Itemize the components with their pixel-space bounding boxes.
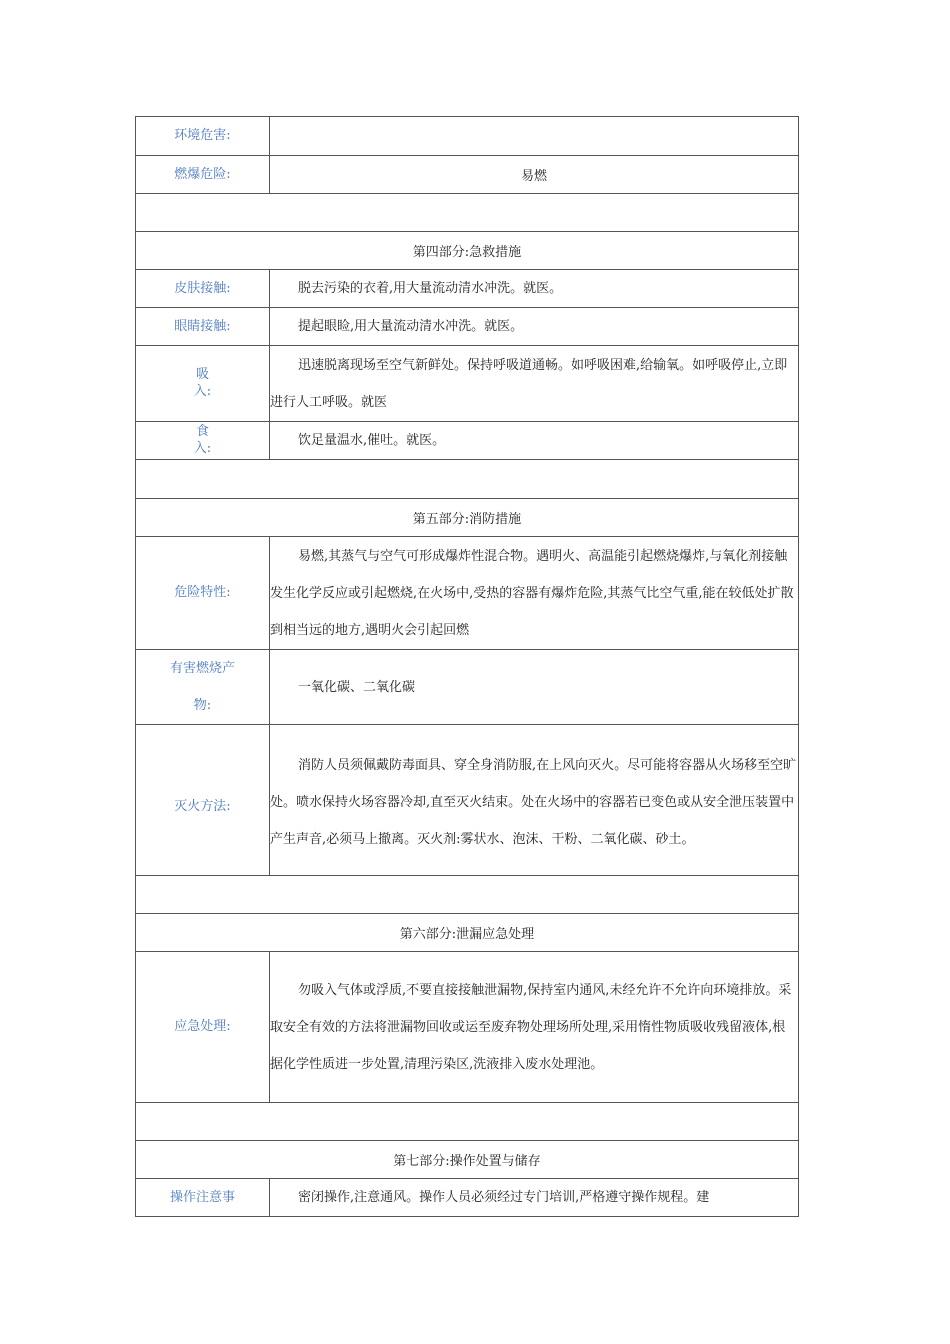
eye-contact-label: 眼睛接触: — [136, 308, 270, 346]
eye-contact-value: 提起眼睑,用大量流动清水冲洗。就医。 — [270, 308, 799, 346]
table-row — [136, 537, 799, 650]
table-row — [136, 156, 799, 194]
ingestion-value: 饮足量温水,催吐。就医。 — [270, 422, 799, 460]
table-row — [136, 1103, 799, 1141]
extinguishing-method-value: 消防人员须佩戴防毒面具、穿全身消防服,在上风向灭火。尽可能将容器从火场移至空旷处。喷水保持火场容器冷却,直至灭火结束。处在火场中的容器若已变色或从安全泄压装置中产生声音,必须马上撤离。灭火剂:雾状水、泡沫、干粉、二氧化碳、砂土。 — [270, 725, 799, 876]
inhalation-value: 迅速脱离现场至空气新鲜处。保持呼吸道通畅。如呼吸困难,给输氧。如呼吸停止,立即进行人工呼吸。就医 — [270, 346, 799, 422]
table-row — [136, 194, 799, 232]
table-row — [136, 232, 799, 270]
skin-contact-label: 皮肤接触: — [136, 270, 270, 308]
table-row — [136, 1179, 799, 1217]
section-4-heading: 第四部分:急救措施 — [136, 232, 799, 270]
section-7-heading: 第七部分:操作处置与储存 — [136, 1141, 799, 1179]
env-hazard-value — [270, 117, 799, 156]
table-row — [136, 876, 799, 914]
spacer-row — [136, 460, 799, 499]
table-row — [136, 725, 799, 876]
operation-notes-label: 操作注意事 — [136, 1179, 270, 1217]
spacer-row — [136, 194, 799, 232]
table-row — [136, 1141, 799, 1179]
spacer-row — [136, 876, 799, 914]
section-5-heading: 第五部分:消防措施 — [136, 499, 799, 537]
table-row — [136, 460, 799, 499]
table-row — [136, 914, 799, 952]
skin-contact-value: 脱去污染的衣着,用大量流动清水冲洗。就医。 — [270, 270, 799, 308]
emergency-handling-value: 勿吸入气体或浮质,不要直接接触泄漏物,保持室内通风,未经允许不允许向环境排放。采取安全有效的方法将泄漏物回收或运至废弃物处理场所处理,采用惰性物质吸收残留液体,根据化学性质进一步处置,清理污染区,洗液排入废水处理池。 — [270, 952, 799, 1103]
inhalation-label: 吸入: — [193, 367, 212, 399]
table-row — [136, 346, 799, 422]
fire-hazard-value: 易燃 — [270, 156, 799, 194]
table-row — [136, 117, 799, 156]
combustion-products-value: 一氧化碳、二氧化碳 — [270, 650, 799, 725]
hazard-characteristics-label: 危险特性: — [136, 537, 270, 650]
table-row — [136, 952, 799, 1103]
ingestion-label: 食入: — [193, 424, 212, 456]
combustion-products-label: 有害燃烧产物: — [169, 661, 235, 713]
table-row — [136, 499, 799, 537]
fire-hazard-label: 燃爆危险: — [136, 156, 270, 194]
table-row — [136, 650, 799, 725]
operation-notes-value: 密闭操作,注意通风。操作人员必须经过专门培训,严格遵守操作规程。建 — [270, 1179, 799, 1217]
emergency-handling-label: 应急处理: — [136, 952, 270, 1103]
section-6-heading: 第六部分:泄漏应急处理 — [136, 914, 799, 952]
hazard-characteristics-value: 易燃,其蒸气与空气可形成爆炸性混合物。遇明火、高温能引起燃烧爆炸,与氧化剂接触发生化学反应或引起燃烧,在火场中,受热的容器有爆炸危险,其蒸气比空气重,能在较低处扩散到相当远的地方,遇明火会引起回燃 — [270, 537, 799, 650]
table-row — [136, 308, 799, 346]
table-row — [136, 422, 799, 460]
spacer-row — [136, 1103, 799, 1141]
extinguishing-method-label: 灭火方法: — [136, 725, 270, 876]
env-hazard-label: 环境危害: — [136, 117, 270, 156]
table-row — [136, 270, 799, 308]
msds-table — [135, 116, 799, 1217]
